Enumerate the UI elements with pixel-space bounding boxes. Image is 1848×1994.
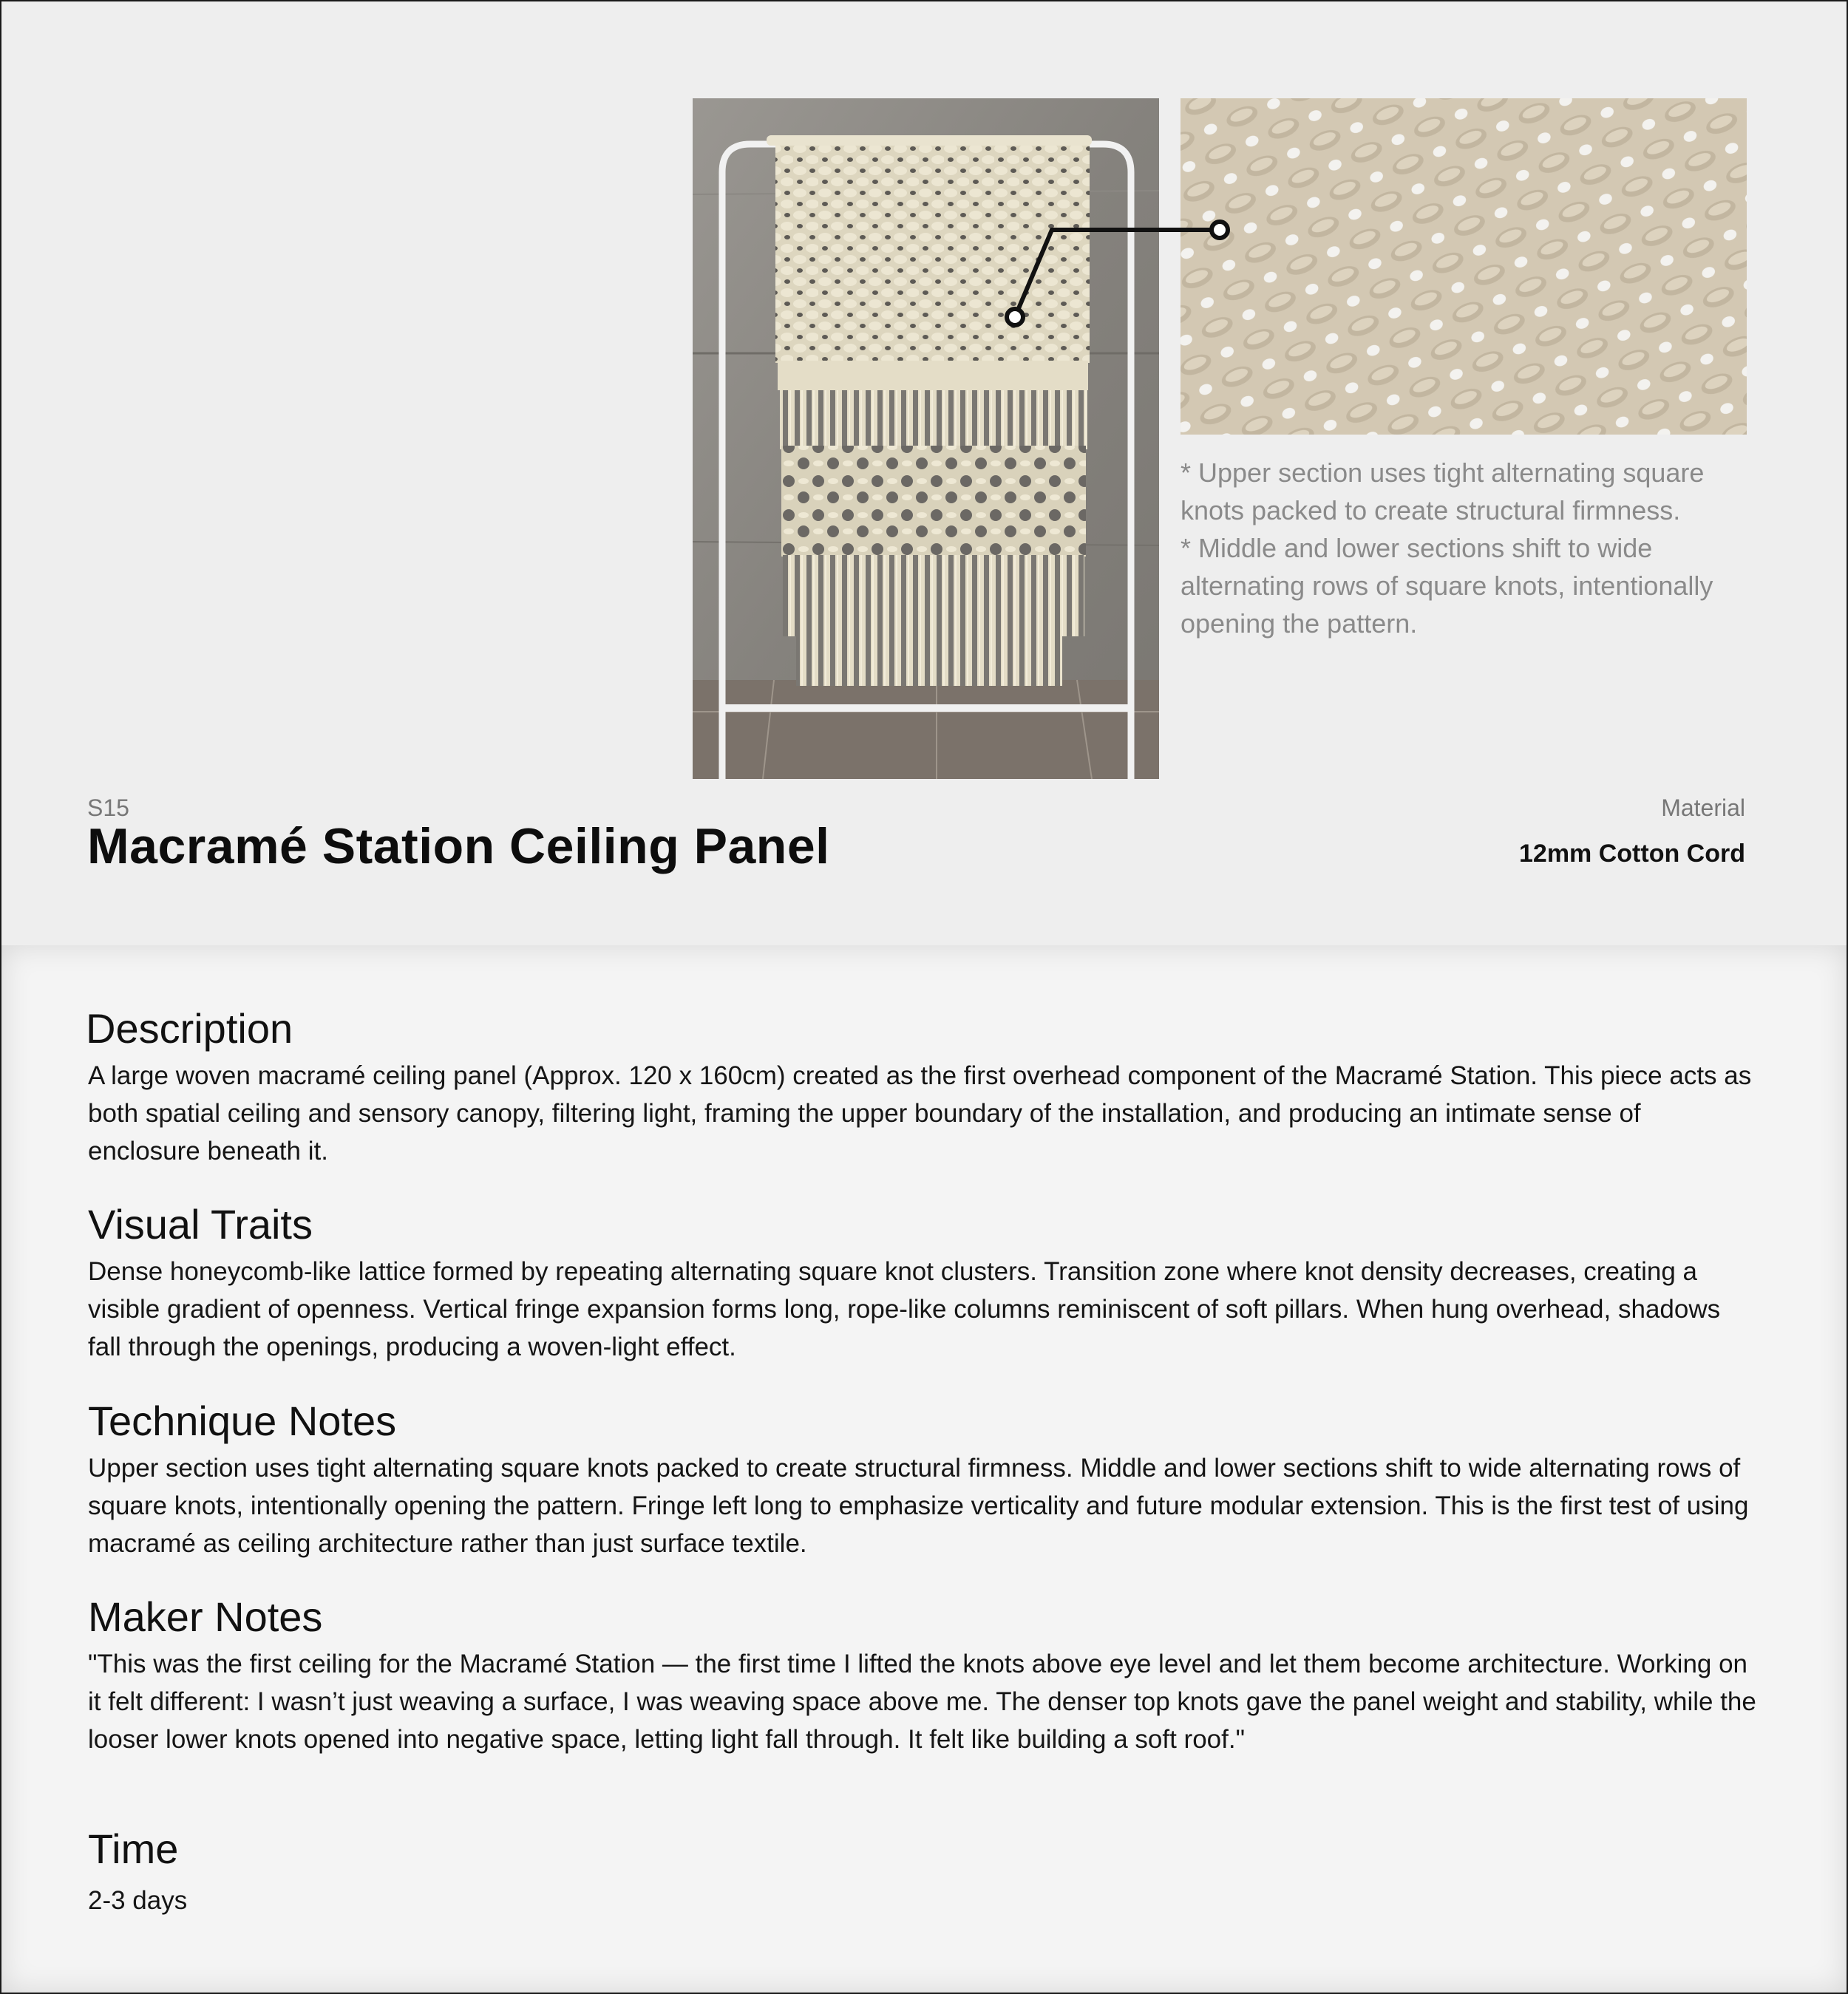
detail-note: * Upper section uses tight alternating square knots packed to create structural firmness. [1181,457,1705,525]
knot-detail-photo [1181,98,1747,435]
material-value: 12mm Cotton Cord [1519,840,1745,868]
description-section [88,1004,1759,1170]
item-code: S15 [87,794,129,821]
panel-photo [693,98,1159,779]
detail-notes [1181,454,1757,642]
technique-notes-heading: Technique Notes [88,1398,397,1444]
technique-notes-body: Upper section uses tight alternating square knots packed to create structural firmness. Middle and lower sections shift to wide alternating rows of square knots, intentionally opening the pattern. Fringe left long to emphasize verticality and future modular extension. This is the first test of using macramé as ceiling architecture rather than just surface textile. [88,1454,1749,1558]
maker-notes-heading: Maker Notes [88,1593,323,1640]
material-label: Material [1661,794,1745,821]
detail-note: * Middle and lower sections shift to wide alternating rows of square knots, intentionally opening the pattern. [1181,533,1713,639]
header-area [1,1,1847,945]
technique-notes-section [88,1397,1759,1562]
visual-traits-heading: Visual Traits [88,1201,313,1248]
time-section [88,1825,1759,1919]
time-value: 2-3 days [88,1886,188,1915]
visual-traits-body: Dense honeycomb-like lattice formed by repeating alternating square knot clusters. Transition zone where knot density decreases, creating a visible gradient of openness. Vertical fringe expansion forms long, rope-like columns reminiscent of soft pillars. When hung overhead, shadows fall through the openings, producing a woven-light effect. [88,1257,1721,1361]
visual-traits-section [88,1200,1759,1366]
time-heading: Time [88,1825,179,1872]
description-heading: Description [86,1005,293,1052]
description-body: A large woven macramé ceiling panel (Approx. 120 x 160cm) created as the first overhead component of the Macramé Station. This piece acts as both spatial ceiling and sensory canopy, filtering light, framing the upper boundary of the installation, and producing an intimate sense of enclosure beneath it. [88,1061,1752,1166]
page-title: Macramé Station Ceiling Panel [87,818,830,874]
maker-notes-body: "This was the first ceiling for the Macramé Station — the first time I lifted the knots above eye level and let them become architecture. Working on it felt different: I wasn’t just weaving a surface, I was weaving space above me. The denser top knots gave the panel weight and stability, while the looser lower knots opened into negative space, letting light fall through. It felt like building a soft roof." [88,1650,1756,1754]
maker-notes-section [88,1593,1759,1758]
content-area [1,945,1847,1993]
